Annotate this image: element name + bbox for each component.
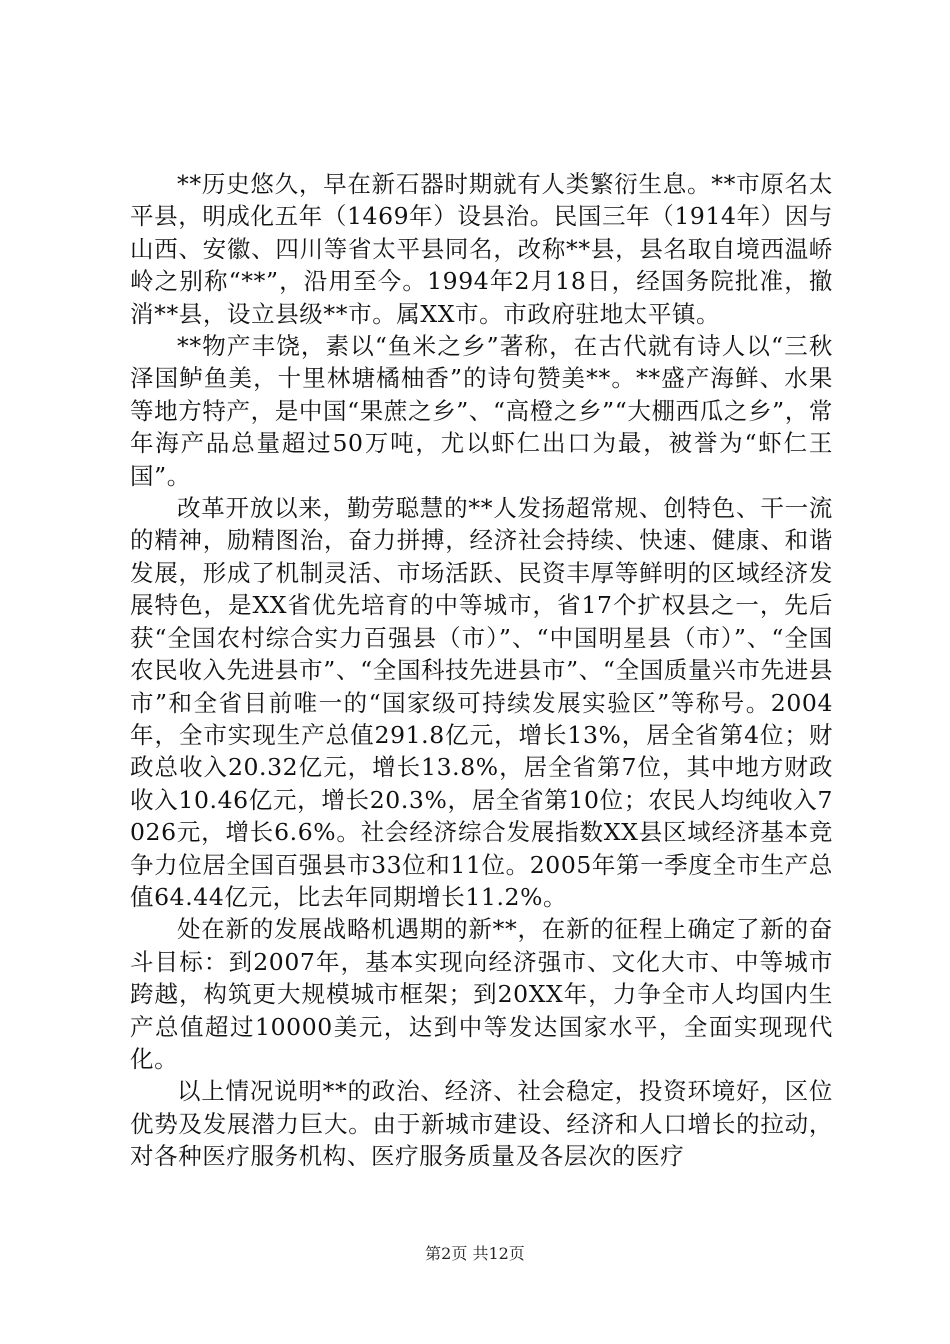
paragraph-summary: 以上情况说明**的政治、经济、社会稳定，投资环境好，区位优势及发展潜力巨大。由于新城市建设、经济和人口增长的拉动，对各种医疗服务机构、医疗服务质量及各层次的医疗 [130, 1077, 833, 1171]
paragraph-goals: 处在新的发展战略机遇期的新**，在新的征程上确定了新的奋斗目标：到2007年，基本实现向经济强市、文化大市、中等城市跨越，构筑更大规模城市框架；到20XX年，力争全市人均国内生产总值超过10000美元，达到中等发达国家水平，全面实现现代化。 [130, 915, 833, 1073]
paragraph-history: **历史悠久，早在新石器时期就有人类繁衍生息。**市原名太平县，明成化五年（1469年）设县治。民国三年（1914年）因与山西、安徽、四川等省太平县同名，改称**县，县名取自境西温峤岭之别称“**”，沿用至今。1994年2月18日，经国务院批准，撤消**县，设立县级**市。属XX市。市政府驻地太平镇。 [130, 170, 833, 328]
paragraph-products: **物产丰饶，素以“鱼米之乡”著称，在古代就有诗人以“三秋泽国鲈鱼美，十里林塘橘柚香”的诗句赞美**。**盛产海鲜、水果等地方特产，是中国“果蔗之乡”、“高橙之乡”“大棚西瓜之乡”，常年海产品总量超过50万吨，尤以虾仁出口为最，被誉为“虾仁王国”。 [130, 332, 833, 490]
paragraph-economy: 改革开放以来，勤劳聪慧的**人发扬超常规、创特色、干一流的精神，励精图治，奋力拼搏，经济社会持续、快速、健康、和谐发展，形成了机制灵活、市场活跃、民资丰厚等鲜明的区域经济发展特色，是XX省优先培育的中等城市，省17个扩权县之一，先后获“全国农村综合实力百强县（市）”、“中国明星县（市）”、“全国农民收入先进县市”、“全国科技先进县市”、“全国质量兴市先进县市”和全省目前唯一的“国家级可持续发展实验区”等称号。2004年，全市实现生产总值291.8亿元，增长13%，居全省第4位；财政总收入20.32亿元，增长13.8%，居全省第7位，其中地方财政收入10.46亿元，增长20.3%，居全省第10位；农民人均纯收入7026元，增长6.6%。社会经济综合发展指数XX县区域经济基本竞争力位居全国百强县市33位和11位。2005年第一季度全市生产总值64.44亿元，比去年同期增长11.2%。 [130, 494, 833, 911]
page-number-footer: 第2页 共12页 [425, 1244, 525, 1263]
document-body [130, 168, 833, 1173]
